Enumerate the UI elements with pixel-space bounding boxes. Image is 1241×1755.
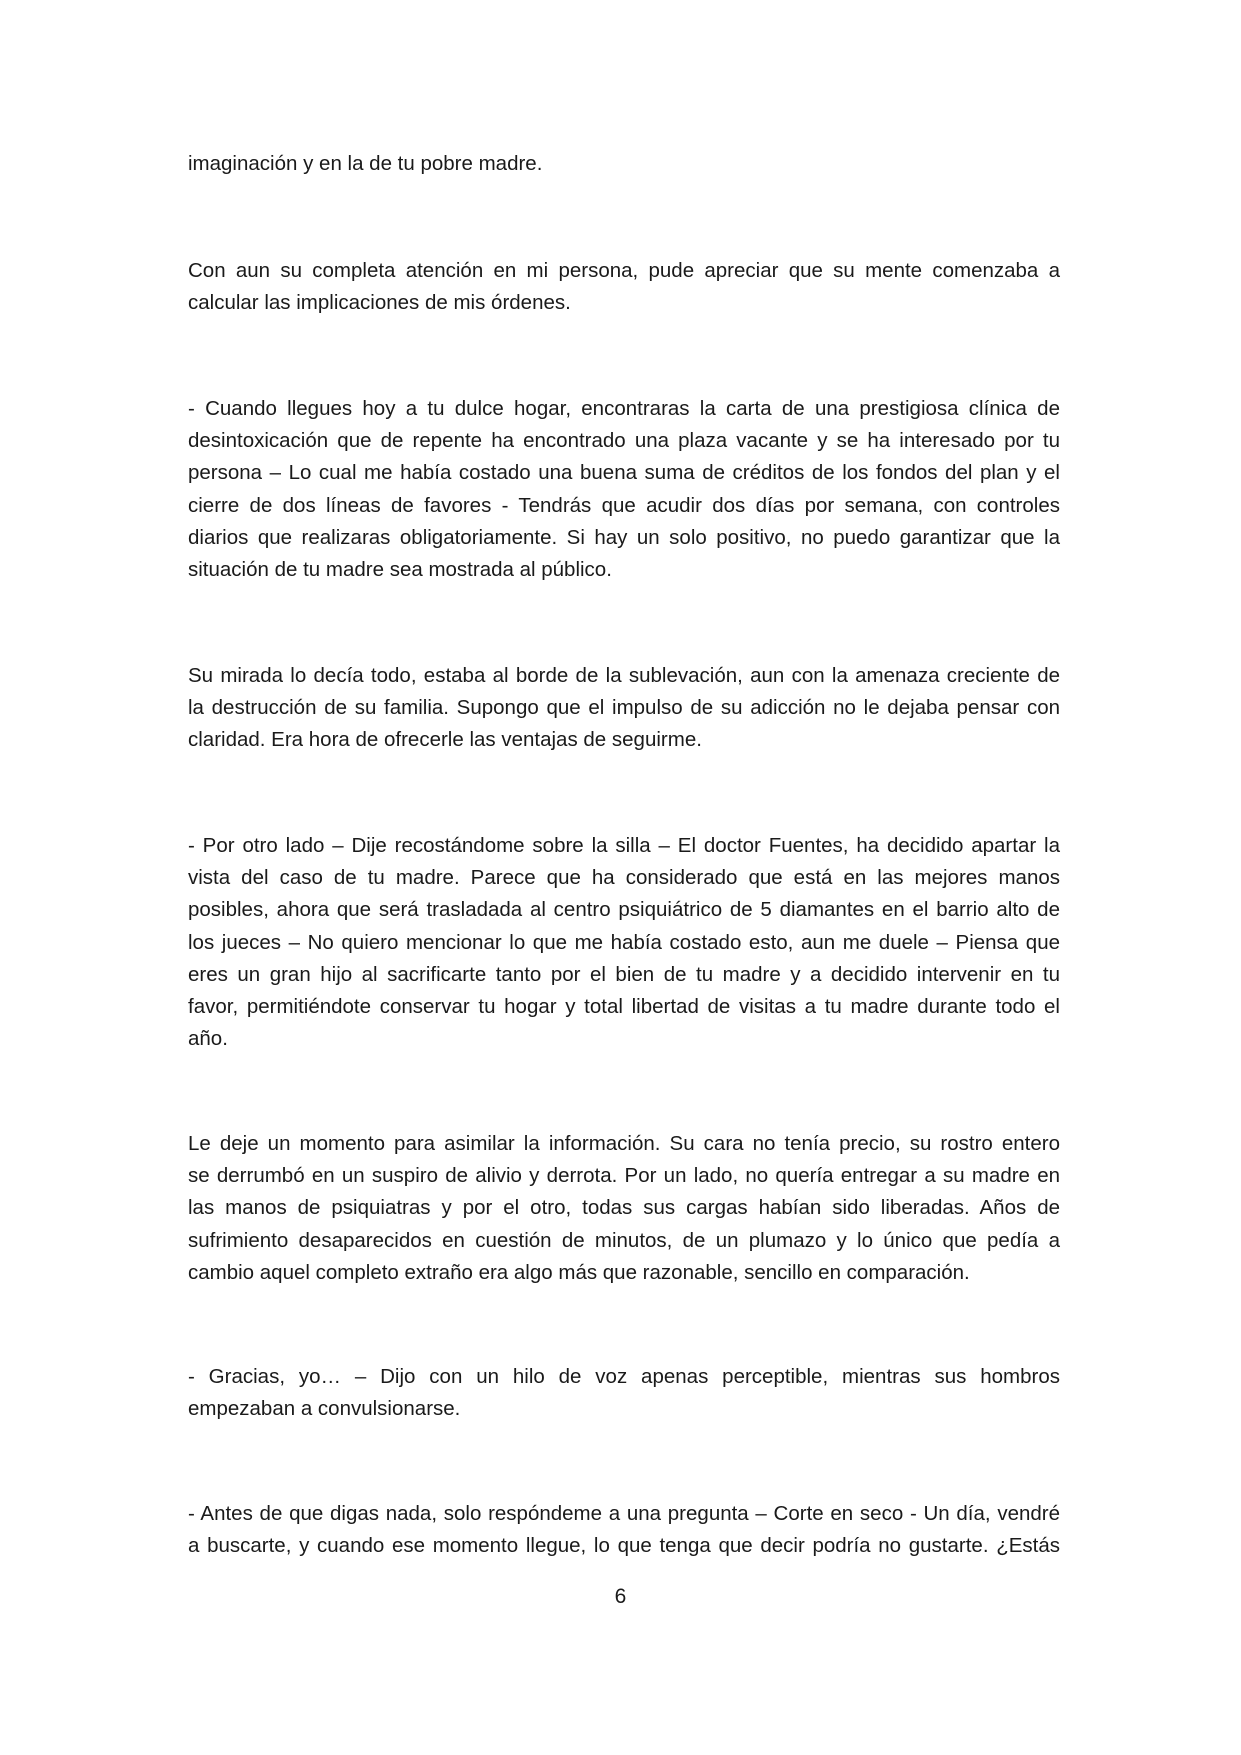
text-line: calcular las implicaciones de mis órdenes. [188, 291, 571, 315]
paragraph-8 [188, 1498, 1060, 1562]
text-line: las manos de psiquiatras y por el otro, todas sus cargas habían sido liberadas. Años de [188, 1196, 1060, 1220]
text-line: año. [188, 1027, 228, 1051]
text-line: diarios que realizaras obligatoriamente. Si hay un solo positivo, no puedo garantizar que la [188, 525, 1060, 549]
text-line: claridad. Era hora de ofrecerle las ventajas de seguirme. [188, 728, 702, 752]
text-line: se derrumbó en un suspiro de alivio y derrota. Por un lado, no quería entregar a su madre en [188, 1164, 1060, 1188]
text-line: Con aun su completa atención en mi persona, pude apreciar que su mente comenzaba a [188, 259, 1060, 282]
text-line: cambio aquel completo extraño era algo más que razonable, sencillo en comparación. [188, 1260, 970, 1284]
text-line: persona – Lo cual me había costado una buena suma de créditos de los fondos del plan y el [188, 461, 1060, 485]
paragraph-4 [188, 660, 1060, 757]
text-line: a buscarte, y cuando ese momento llegue, lo que tenga que decir podría no gustarte. ¿Estás [188, 1534, 1060, 1558]
text-line: - Cuando llegues hoy a tu dulce hogar, encontraras la carta de una prestigiosa clínica de [188, 397, 1060, 420]
text-line: sufrimiento desaparecidos en cuestión de minutos, de un plumazo y lo único que pedía a [188, 1228, 1060, 1252]
text-line: eres un gran hijo al sacrificarte tanto por el bien de tu madre y a decidido intervenir en tu [188, 962, 1060, 986]
text-line: situación de tu madre sea mostrada al público. [188, 558, 612, 582]
text-line: desintoxicación que de repente ha encontrado una plaza vacante y se ha interesado por tu [188, 429, 1060, 453]
text-line: posibles, ahora que será trasladada al centro psiquiátrico de 5 diamantes en el barrio alto de [188, 898, 1060, 922]
paragraph-2 [188, 255, 1060, 319]
text-line: la destrucción de su familia. Supongo que el impulso de su adicción no le dejaba pensar con [188, 696, 1060, 720]
paragraph-6 [188, 1128, 1060, 1289]
text-line: imaginación y en la de tu pobre madre. [188, 152, 543, 175]
text-line: - Antes de que digas nada, solo respóndeme a una pregunta – Corte en seco - Un día, vendré [188, 1502, 1060, 1525]
text-line: Su mirada lo decía todo, estaba al borde de la sublevación, aun con la amenaza creciente de [188, 664, 1060, 687]
paragraph-3 [188, 393, 1060, 586]
paragraph-7 [188, 1361, 1060, 1425]
text-line: vista del caso de tu madre. Parece que ha considerado que está en las mejores manos [188, 866, 1060, 890]
paragraph-1 [188, 148, 1060, 180]
text-line: - Por otro lado – Dije recostándome sobre la silla – El doctor Fuentes, ha decidido apartar la [188, 834, 1060, 857]
page-number: 6 [614, 1585, 627, 1608]
paragraph-5 [188, 830, 1060, 1055]
text-line: Le deje un momento para asimilar la información. Su cara no tenía precio, su rostro entero [188, 1132, 1060, 1155]
text-line: cierre de dos líneas de favores - Tendrás que acudir dos días por semana, con controles [188, 493, 1060, 517]
text-line: empezaban a convulsionarse. [188, 1397, 461, 1421]
text-line: los jueces – No quiero mencionar lo que me había costado esto, aun me duele – Piensa que [188, 930, 1060, 954]
text-line: - Gracias, yo… – Dijo con un hilo de voz apenas perceptible, mientras sus hombros [188, 1365, 1060, 1388]
text-line: favor, permitiéndote conservar tu hogar y total libertad de visitas a tu madre durante todo el [188, 995, 1060, 1019]
